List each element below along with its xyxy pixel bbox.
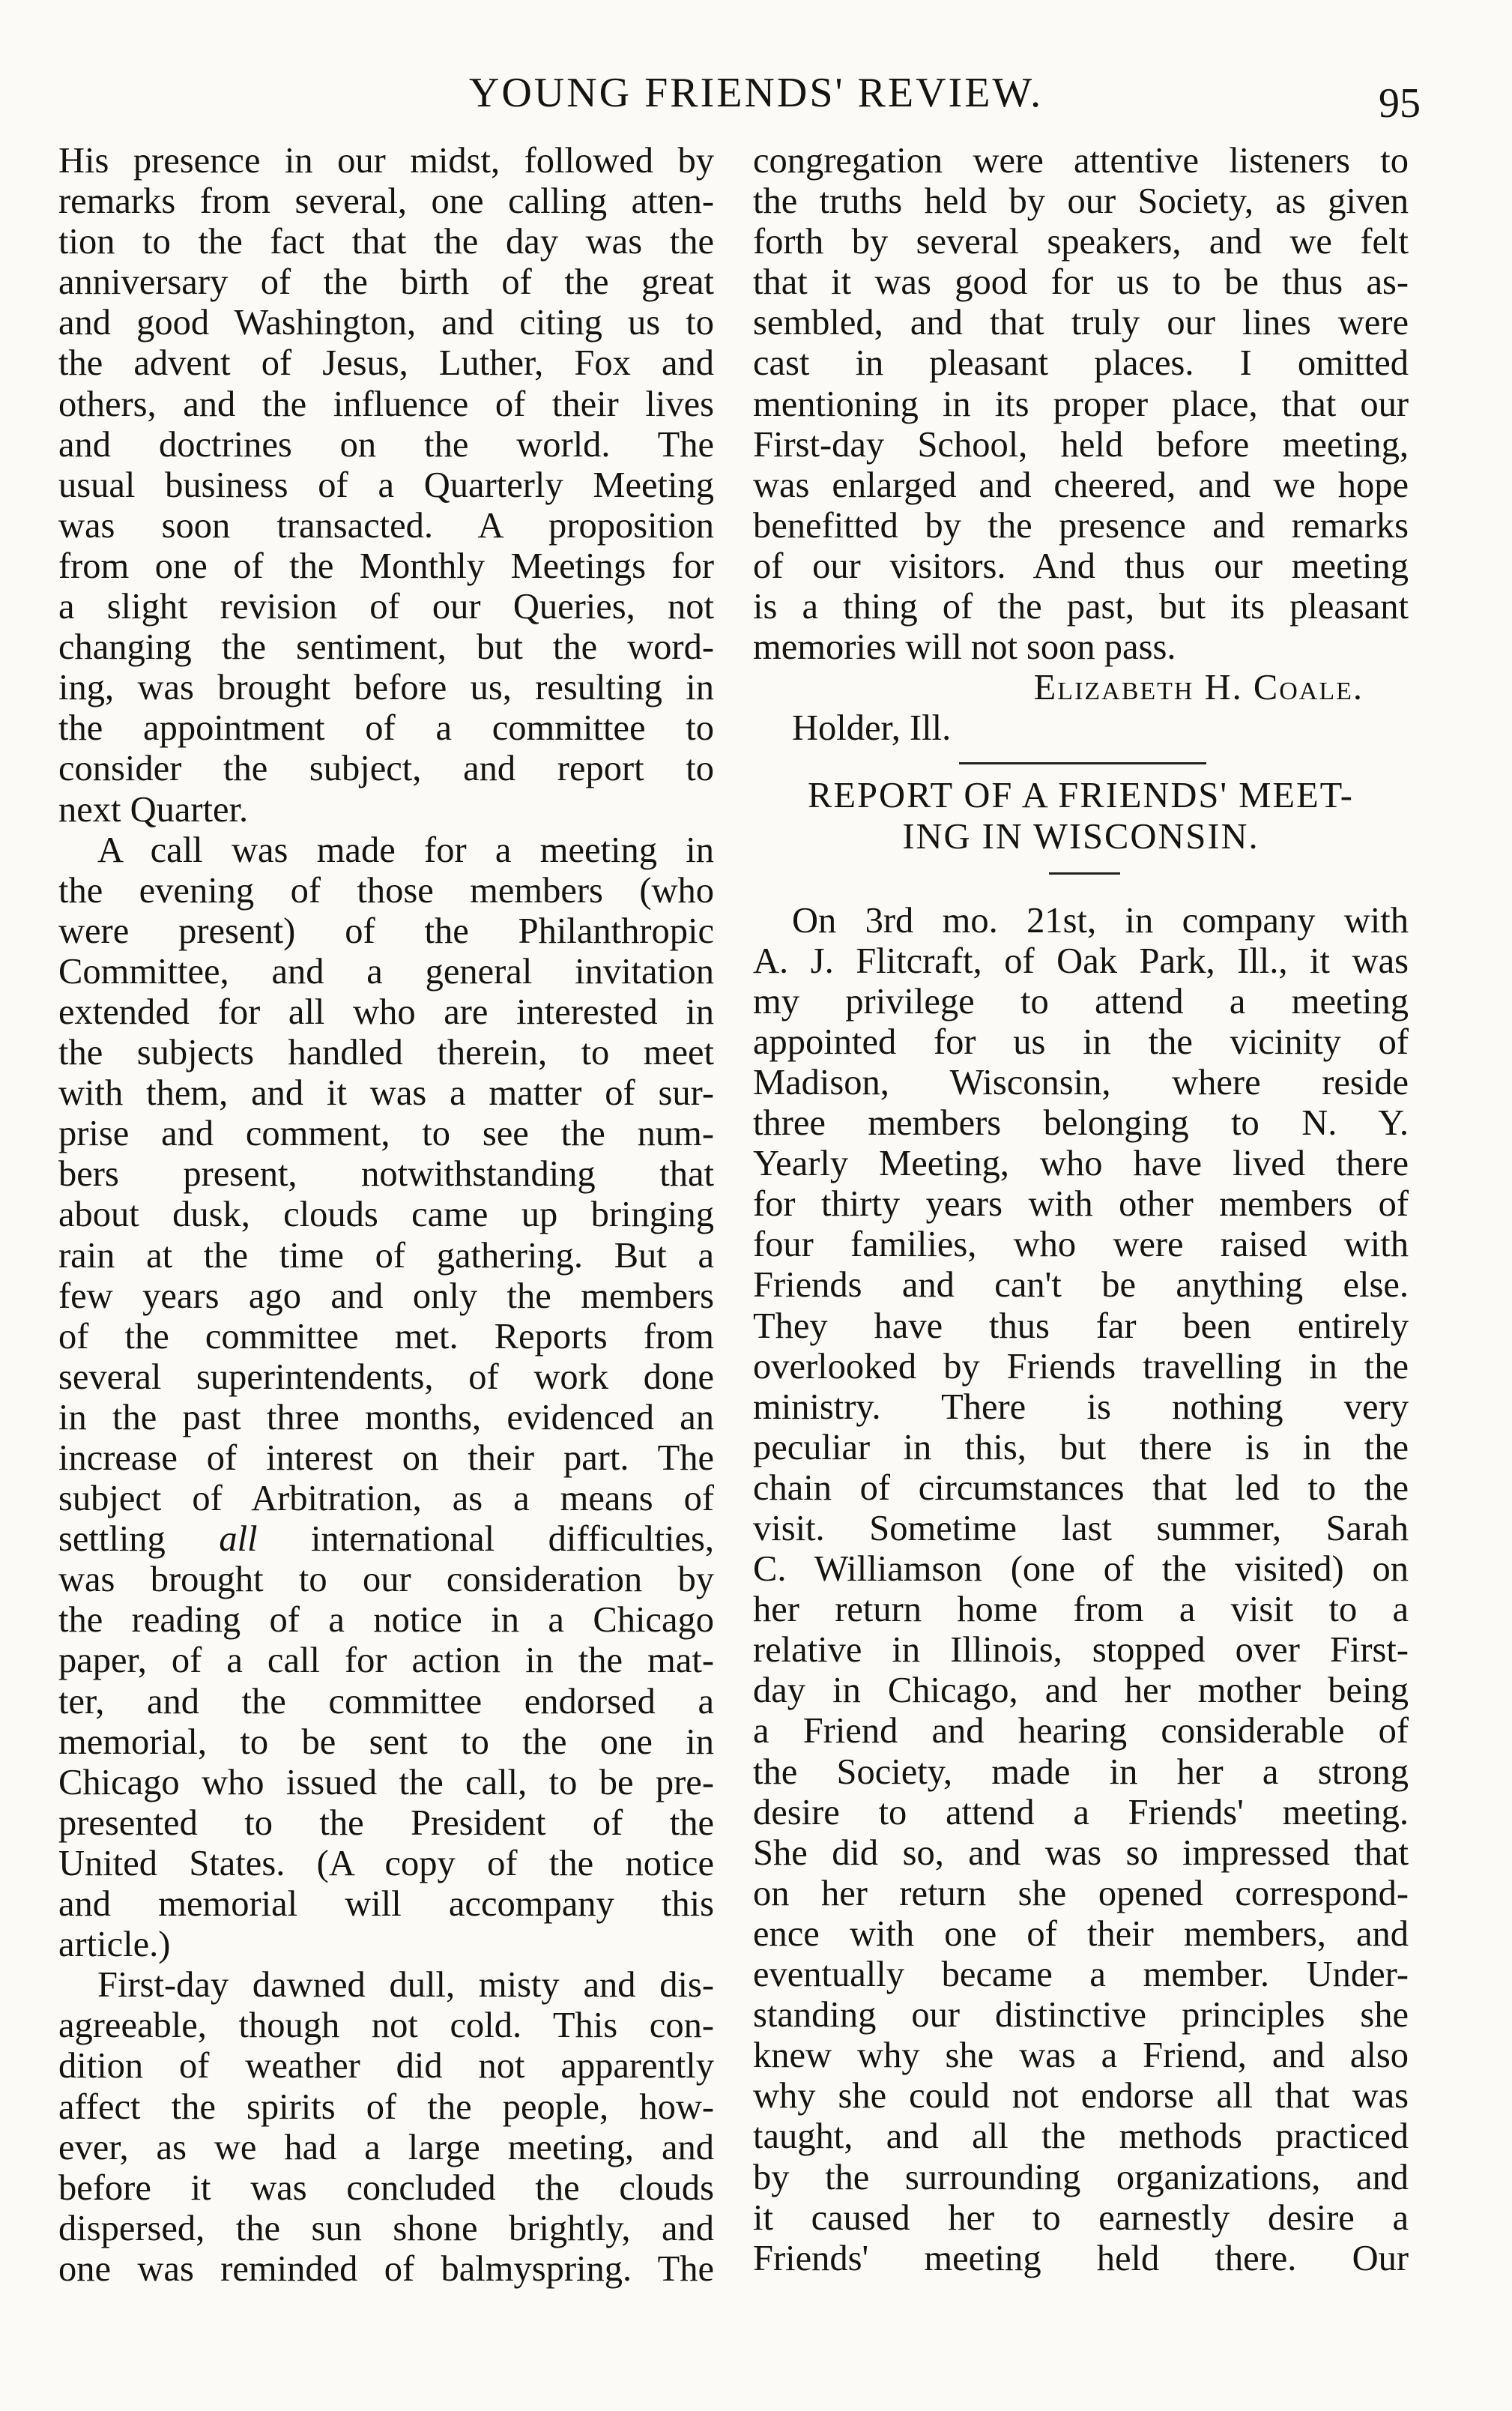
text-line: overlooked by Friends travelling in the — [753, 1346, 1409, 1386]
text-line: dispersed, the sun shone brightly, and — [58, 2208, 714, 2248]
text-line: taught, and all the methods practiced — [753, 2116, 1409, 2157]
text-line: changing the sentiment, but the word- — [58, 627, 714, 668]
left-column — [58, 141, 714, 2290]
text-line: with them, and it was a matter of sur- — [58, 1073, 714, 1114]
text-line: four families, who were raised with — [753, 1225, 1409, 1265]
text-line: one was reminded of balmyspring. The — [58, 2248, 714, 2289]
article-title — [753, 776, 1409, 857]
text-line: agreeable, though not cold. This con- — [58, 2006, 714, 2046]
text-segment: settling — [58, 1519, 166, 1560]
text-line: dition of weather did not apparently — [58, 2046, 714, 2086]
text-line: presented to the President of the — [58, 1802, 714, 1843]
text-line: peculiar in this, but there is in the — [753, 1427, 1409, 1467]
text-line: for thirty years with other members of — [753, 1184, 1409, 1225]
text-line: C. Williamson (one of the visited) on — [753, 1549, 1409, 1590]
text-line: remarks from several, one calling atten- — [58, 181, 714, 222]
text-line: of our visitors. And thus our meeting — [753, 546, 1409, 586]
author-place: Holder, Ill. — [792, 708, 952, 749]
text-line: the evening of those members (who — [58, 870, 714, 911]
text-line: United States. (A copy of the notice — [58, 1843, 714, 1883]
text-line: desire to attend a Friends' meeting. — [753, 1792, 1409, 1832]
text-line: the Society, made in her a strong — [753, 1751, 1409, 1792]
text-line: of the committee met. Reports from — [58, 1316, 714, 1357]
title-divider — [753, 857, 1409, 890]
text-line: others, and the influence of their lives — [58, 384, 714, 424]
text-line: on her return she opened correspond- — [753, 1873, 1409, 1913]
text-line: day in Chicago, and her mother being — [753, 1671, 1409, 1711]
text-line: A. J. Flitcraft, of Oak Park, Ill., it was — [753, 941, 1409, 981]
text-line: standing our distinctive principles she — [753, 1995, 1409, 2036]
running-header: YOUNG FRIENDS' REVIEW. — [468, 70, 1044, 116]
text-line: article.) — [58, 1925, 171, 1965]
italic-word: all — [219, 1519, 258, 1560]
author-signature: Elizabeth H. Coale. — [1033, 668, 1364, 708]
text-line: by the surrounding organizations, and — [753, 2157, 1409, 2197]
text-line: Madison, Wisconsin, where reside — [753, 1062, 1409, 1102]
text-line: memorial, to be sent to the one in — [58, 1722, 714, 1762]
text-line: ever, as we had a large meeting, and — [58, 2127, 714, 2167]
text-line: was enlarged and cheered, and we hope — [753, 465, 1409, 505]
text-line: First-day dawned dull, misty and dis- — [97, 1965, 714, 2006]
text-line: a slight revision of our Queries, not — [58, 587, 714, 627]
text-line: my privilege to attend a meeting — [753, 981, 1409, 1022]
text-line: from one of the Monthly Meetings for — [58, 546, 714, 586]
text-line: increase of interest on their part. The — [58, 1438, 714, 1478]
text-line: before it was concluded the clouds — [58, 2167, 714, 2208]
text-line: usual business of a Quarterly Meeting — [58, 465, 714, 505]
text-segment: international difficulties, — [311, 1519, 714, 1560]
text-line: sembled, and that truly our lines were — [753, 303, 1409, 343]
text-line: benefitted by the presence and remarks — [753, 505, 1409, 546]
section-divider — [753, 749, 1409, 776]
text-line: and good Washington, and citing us to — [58, 303, 714, 343]
text-line: They have thus far been entirely — [753, 1306, 1409, 1346]
text-line: the advent of Jesus, Luther, Fox and — [58, 343, 714, 384]
text-line: On 3rd mo. 21st, in company with — [792, 900, 1409, 941]
article-title-line: REPORT OF A FRIENDS' MEET- — [808, 776, 1354, 816]
text-line: that it was good for us to be thus as- — [753, 262, 1409, 303]
text-line: and doctrines on the world. The — [58, 424, 714, 465]
text-line: about dusk, clouds came up bringing — [58, 1195, 714, 1235]
text-line: rain at the time of gathering. But a — [58, 1235, 714, 1276]
text-line: ministry. There is nothing very — [753, 1386, 1409, 1427]
text-line: appointed for us in the vicinity of — [753, 1022, 1409, 1062]
text-line: the appointment of a committee to — [58, 708, 714, 749]
text-line: paper, of a call for action in the mat- — [58, 1641, 714, 1681]
article-title-line: ING IN WISCONSIN. — [902, 816, 1260, 857]
text-line: next Quarter. — [58, 789, 249, 830]
text-line: were present) of the Philanthropic — [58, 911, 714, 951]
text-line: prise and comment, to see the num- — [58, 1114, 714, 1154]
text-line: consider the subject, and report to — [58, 749, 714, 789]
text-line: the subjects handled therein, to meet — [58, 1033, 714, 1073]
text-line: cast in pleasant places. I omitted — [753, 343, 1409, 384]
text-line: subject of Arbitration, as a means of — [58, 1479, 714, 1519]
text-line: Chicago who issued the call, to be pre- — [58, 1762, 714, 1802]
text-line: First-day School, held before meeting, — [753, 424, 1409, 465]
text-line: congregation were attentive listeners to — [753, 141, 1409, 181]
text-line: A call was made for a meeting in — [97, 830, 714, 870]
text-line: why she could not endorse all that was — [753, 2076, 1409, 2116]
text-line: ing, was brought before us, resulting in — [58, 668, 714, 708]
text-line: few years ago and only the members — [58, 1276, 714, 1316]
right-column — [753, 141, 1409, 2279]
text-line: chain of circumstances that led to the — [753, 1467, 1409, 1508]
text-line-with-italic — [58, 1519, 714, 1560]
text-line: knew why she was a Friend, and also — [753, 2036, 1409, 2076]
text-line: bers present, notwithstanding that — [58, 1154, 714, 1195]
text-line: was brought to our consideration by — [58, 1560, 714, 1600]
text-line: tion to the fact that the day was the — [58, 222, 714, 262]
text-line: several superintendents, of work done — [58, 1357, 714, 1397]
text-line: relative in Illinois, stopped over First- — [753, 1630, 1409, 1671]
text-line: She did so, and was so impressed that — [753, 1832, 1409, 1873]
text-line: her return home from a visit to a — [753, 1590, 1409, 1630]
text-line: three members belonging to N. Y. — [753, 1103, 1409, 1144]
text-line: ence with one of their members, and — [753, 1913, 1409, 1954]
text-line: visit. Sometime last summer, Sarah — [753, 1509, 1409, 1548]
text-line: memories will not soon pass. — [753, 627, 1176, 668]
text-line: is a thing of the past, but its pleasant — [753, 587, 1409, 627]
text-line: the reading of a notice in a Chicago — [58, 1600, 714, 1641]
text-line: His presence in our midst, followed by — [58, 141, 714, 181]
text-line: in the past three months, evidenced an — [58, 1397, 714, 1437]
text-line: ter, and the committee endorsed a — [58, 1681, 714, 1722]
text-line: the truths held by our Society, as given — [753, 181, 1409, 222]
text-line: a Friend and hearing considerable of — [753, 1711, 1409, 1751]
text-line: Friends and can't be anything else. — [753, 1265, 1409, 1306]
text-line: it caused her to earnestly desire a — [753, 2197, 1409, 2238]
text-line: and memorial will accompany this — [58, 1884, 714, 1925]
page-number: 95 — [1379, 80, 1421, 127]
text-line: Yearly Meeting, who have lived there — [753, 1144, 1409, 1184]
text-line: affect the spirits of the people, how- — [58, 2086, 714, 2127]
text-line: Committee, and a general invitation — [58, 951, 714, 992]
text-line: mentioning in its proper place, that our — [753, 384, 1409, 424]
text-line: Friends' meeting held there. Our — [753, 2238, 1409, 2278]
text-line: extended for all who are interested in — [58, 992, 714, 1032]
text-line: anniversary of the birth of the great — [58, 262, 714, 303]
text-line: was soon transacted. A proposition — [58, 505, 714, 546]
text-line: forth by several speakers, and we felt — [753, 222, 1409, 262]
text-line: eventually became a member. Under- — [753, 1955, 1409, 1995]
